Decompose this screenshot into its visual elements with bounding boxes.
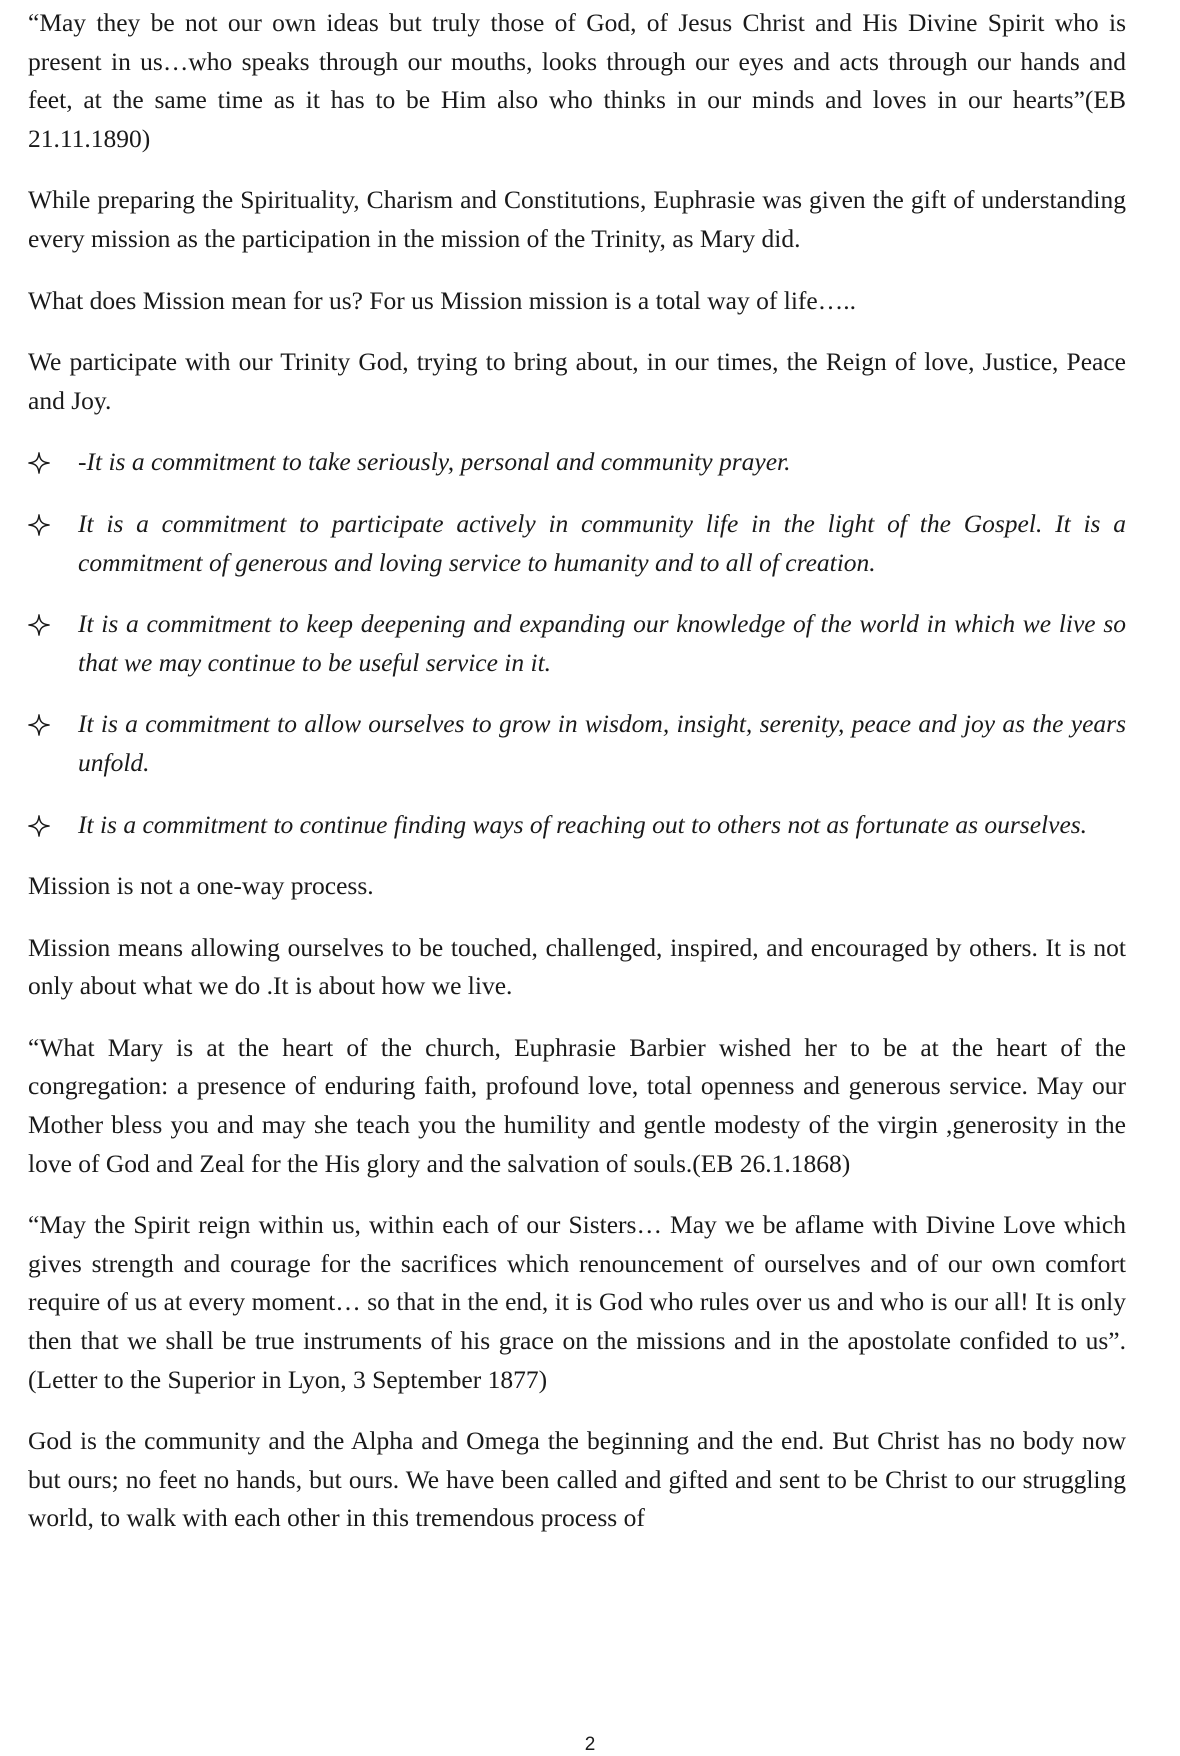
list-item-text: -It is a commitment to take seriously, personal and community prayer. xyxy=(78,447,791,477)
list-item-text: It is a commitment to allow ourselves to grow in wisdom, insight, serenity, peace and joy as the years unfold. xyxy=(78,709,1126,777)
document-page xyxy=(28,4,1126,1538)
list-item-text: It is a commitment to keep deepening and expanding our knowledge of the world in which we live so that we may continue to be useful service in it. xyxy=(78,609,1126,677)
star-bullet-icon xyxy=(28,614,50,636)
list-item xyxy=(28,806,1126,845)
list-item xyxy=(28,505,1126,582)
page-number: 2 xyxy=(584,1734,596,1755)
quote-paragraph: “What Mary is at the heart of the church, Euphrasie Barbier wished her to be at the heart of the congregation: a presence of enduring faith, profound love, total openness and generous service. May our Mother bless you and may she teach you the humility and gentle modesty of the virgin ,generosity in the love of God and Zeal for the His glory and the salvation of souls.(EB 26.1.1868) xyxy=(28,1032,1126,1178)
body-paragraph: Mission means allowing ourselves to be touched, challenged, inspired, and encouraged by others. It is not only about what we do .It is about how we live. xyxy=(28,932,1126,1001)
list-item xyxy=(28,705,1126,782)
star-bullet-icon xyxy=(28,714,50,736)
body-paragraph: Mission is not a one-way process. xyxy=(28,871,374,901)
list-item-text: It is a commitment to participate actively in community life in the light of the Gospel. It is a commitment of generous and loving service to humanity and to all of creation. xyxy=(78,508,1126,577)
star-bullet-icon xyxy=(28,452,50,474)
list-item-text: It is a commitment to continue finding ways of reaching out to others not as fortunate as ourselves. xyxy=(78,809,1088,839)
body-paragraph: We participate with our Trinity God, trying to bring about, in our times, the Reign of love, Justice, Peace and Joy. xyxy=(28,347,1126,415)
list-item xyxy=(28,443,1126,482)
commitment-list xyxy=(28,443,1126,844)
body-paragraph: God is the community and the Alpha and Omega the beginning and the end. But Christ has no body now but ours; no feet no hands, but ours. We have been called and gifted and sent to be Christ to our struggling world, to walk with each other in this tremendous process of xyxy=(28,1426,1126,1533)
star-bullet-icon xyxy=(28,815,50,837)
body-paragraph: While preparing the Spirituality, Charism and Constitutions, Euphrasie was given the gift of understanding every mission as the participation in the mission of the Trinity, as Mary did. xyxy=(28,185,1126,253)
list-item xyxy=(28,605,1126,682)
quote-paragraph: “May they be not our own ideas but truly those of God, of Jesus Christ and His Divine Spirit who is present in us…who speaks through our mouths, looks through our eyes and acts through our hands and feet, at the same time as it has to be Him also who thinks in our minds and loves in our hearts”(EB 21.11.1890) xyxy=(28,8,1126,153)
body-paragraph: What does Mission mean for us? For us Mission mission is a total way of life….. xyxy=(28,285,856,315)
star-bullet-icon xyxy=(28,514,50,536)
quote-paragraph: “May the Spirit reign within us, within each of our Sisters… May we be aflame with Divine Love which gives strength and courage for the sacrifices which renouncement of ourselves and of our own comfort require of us at every moment… so that in the end, it is God who rules over us and who is our all! It is only then that we shall be true instruments of his grace on the missions and in the apostolate confided to us”. (Letter to the Superior in Lyon, 3 September 1877) xyxy=(28,1210,1126,1394)
